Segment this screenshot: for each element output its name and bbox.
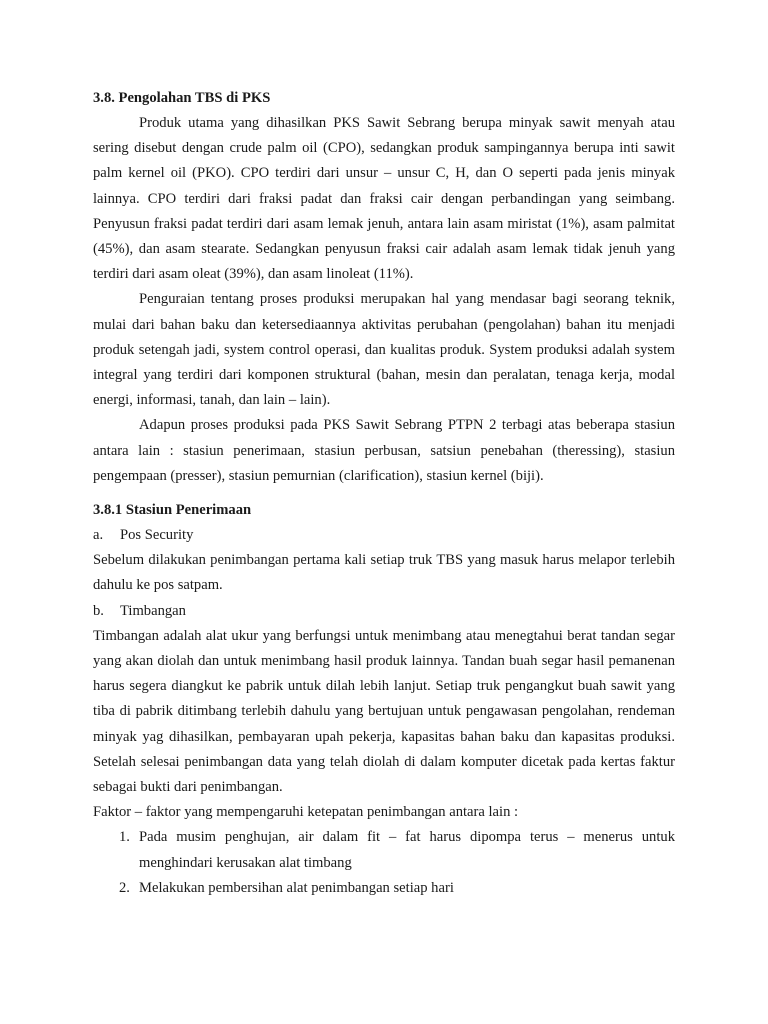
item-a-label: Pos Security	[120, 527, 194, 544]
document-page	[93, 86, 675, 901]
item-b-text: Timbangan adalah alat ukur yang berfungsi untuk menimbang atau menegtahui berat tandan segar yang akan diolah dan untuk menimbang hasil produk lainnya. Tandan buah segar hasil pemanenan harus segera diangkut ke pabrik untuk dilah lebih lanjut. Setiap truk pengangkut buah sawit yang tiba di pabrik ditimbang terlebih dahulu yang bertujuan untuk pengawasan pengolahan, rendeman minyak yag dihasilkan, pembayaran upah pekerja, kapasitas bahan baku dan kapasitas produksi. Setelah selesai penimbangan data yang telah diolah di dalam komputer dicetak pada kertas faktur sebagai bukti dari penimbangan.	[93, 627, 675, 796]
item-a-text: Sebelum dilakukan penimbangan pertama kali setiap truk TBS yang masuk harus melapor terlebih dahulu ke pos satpam.	[93, 552, 675, 594]
list-item-text: Melakukan pembersihan alat penimbangan setiap hari	[139, 879, 454, 896]
section-gap	[93, 489, 675, 498]
item-b-heading	[93, 599, 675, 624]
list-item	[93, 825, 675, 875]
paragraph-stations: Adapun proses produksi pada PKS Sawit Sebrang PTPN 2 terbagi atas beberapa stasiun antara lain : stasiun penerimaan, stasiun perbusan, satsiun penebahan (theressing), stasiun pengempaan (presser), stasiun pemurnian (clarification), stasiun kernel (biji).	[93, 417, 675, 484]
list-item	[93, 876, 675, 901]
paragraph-production-process: Penguraian tentang proses produksi merupakan hal yang mendasar bagi seorang teknik, mulai dari bahan baku dan ketersediaannya aktivitas perubahan (pengolahan) bahan itu menjadi produk setengah jadi, system control operasi, dan kualitas produk. System produksi adalah system integral yang terdiri dari komponen struktural (bahan, mesin dan peralatan, tenaga kerja, modal energi, informasi, tanah, dan lain – lain).	[93, 291, 675, 409]
item-b-label: Timbangan	[120, 602, 186, 619]
subsection-title: 3.8.1 Stasiun Penerimaan	[93, 502, 252, 519]
item-b-letter: b.	[93, 602, 104, 619]
item-a-letter: a.	[93, 527, 104, 544]
paragraph-products: Produk utama yang dihasilkan PKS Sawit Sebrang berupa minyak sawit menyah atau sering disebut dengan crude palm oil (CPO), sedangkan produk sampingannya berupa inti sawit palm kernel oil (PKO). CPO terdiri dari unsur – unsur C, H, dan O seperti pada jenis minyak lainnya. CPO terdiri dari fraksi padat dan fraksi cair dengan perbandingan yang seimbang. Penyusun fraksi padat terdiri dari asam lemak jenuh, antara lain asam miristat (1%), asam palmitat (45%), dan asam stearate. Sedangkan penyusun fraksi cair adalah asam lemak tidak jenuh yang terdiri dari asam oleat (39%), dan asam linoleat (11%).	[93, 115, 675, 283]
item-a-heading	[93, 523, 675, 548]
factors-list	[93, 825, 675, 901]
list-item-number: 1.	[119, 829, 130, 846]
factors-intro: Faktor – faktor yang mempengaruhi ketepatan penimbangan antara lain :	[93, 804, 519, 821]
list-item-text: Pada musim penghujan, air dalam fit – fat harus dipompa terus – menerus untuk menghindari kerusakan alat timbang	[139, 829, 675, 871]
list-item-number: 2.	[119, 879, 130, 896]
section-title: 3.8. Pengolahan TBS di PKS	[93, 90, 271, 106]
